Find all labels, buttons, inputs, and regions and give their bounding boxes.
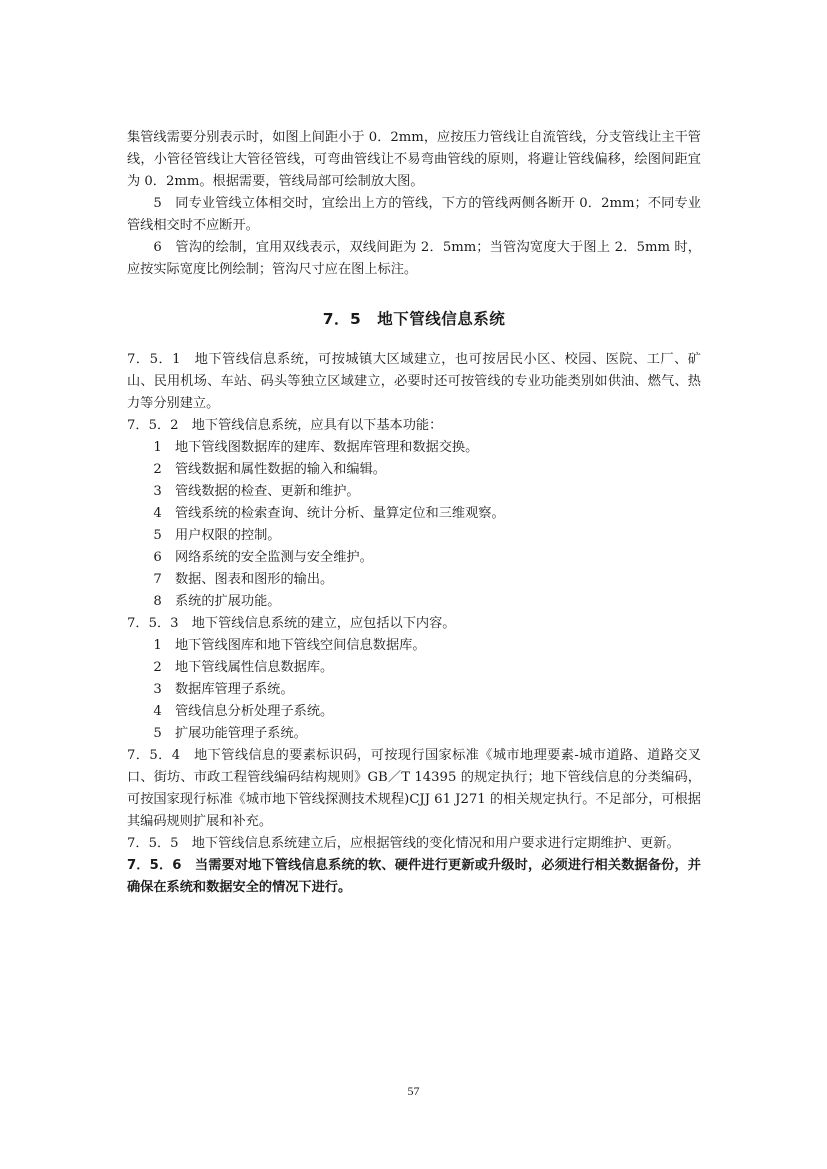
section-title: 7．5 地下管线信息系统: [322, 310, 506, 328]
list-item: 1 地下管线图数据库的建库、数据库管理和数据交换。: [153, 440, 479, 455]
list-item: 3 管线数据的检查、更新和维护。: [153, 484, 360, 499]
clause-7-5-1: 7．5．1 地下管线信息系统，可按城镇大区域建立，也可按居民小区、校园、医院、工厂、矿山、民用机场、车站、码头等独立区域建立，必要时还可按管线的专业功能类别如供油、燃气、热力等分别建立。: [127, 352, 701, 411]
list-item: 1 地下管线图库和地下管线空间信息数据库。: [153, 638, 426, 653]
list-item: 6 网络系统的安全监测与安全维护。: [153, 550, 373, 565]
clause-7-5-2: 7．5．2 地下管线信息系统，应具有以下基本功能：: [127, 418, 443, 433]
list-item: 5 扩展功能管理子系统。: [153, 726, 307, 741]
list-item: 2 地下管线属性信息数据库。: [153, 660, 334, 675]
list-item: 4 管线系统的检索查询、统计分析、量算定位和三维观察。: [153, 506, 505, 521]
clause-7-5-4: 7．5．4 地下管线信息的要素标识码，可按现行国家标准《城市地理要素-城市道路、道路交叉口、街坊、市政工程管线编码结构规则》GB／T 14395 的规定执行；地下管线信息的分类编码，可按国家现行标准《城市地下管线探测技术规程)CJJ 61 J271 的相关规定执行。不足部分，可根据其编码规则扩展和补充。: [127, 748, 701, 829]
list-item: 3 数据库管理子系统。: [153, 682, 294, 697]
paragraph-item-5: 5 同专业管线立体相交时，宜绘出上方的管线，下方的管线两侧各断开 0．2mm；不同专业管线相交时不应断开。: [127, 196, 701, 233]
list-item: 2 管线数据和属性数据的输入和编辑。: [153, 462, 386, 477]
list-item: 7 数据、图表和图形的输出。: [153, 572, 334, 587]
clause-7-5-6: 7．5．6 当需要对地下管线信息系统的软、硬件进行更新或升级时，必须进行相关数据备份，并确保在系统和数据安全的情况下进行。: [127, 858, 701, 895]
list-item: 5 用户权限的控制。: [153, 528, 281, 543]
paragraph-item-6: 6 管沟的绘制，宜用双线表示，双线间距为 2．5mm；当管沟宽度大于图上 2．5mm 时，应按实际宽度比例绘制；管沟尺寸应在图上标注。: [127, 240, 701, 277]
clause-7-5-5: 7．5．5 地下管线信息系统建立后，应根据管线的变化情况和用户要求进行定期维护、更新。: [127, 836, 680, 851]
clause-7-5-3: 7．5．3 地下管线信息系统的建立，应包括以下内容。: [127, 616, 456, 631]
list-item: 4 管线信息分析处理子系统。: [153, 704, 334, 719]
paragraph-intro-continued: 集管线需要分别表示时，如图上间距小于 0．2mm，应按压力管线让自流管线，分支管线让主干管线，小管径管线让大管径管线，可弯曲管线让不易弯曲管线的原则，将避让管线偏移，绘图间距宜为 0．2mm。根据需要，管线局部可绘制放大图。: [127, 130, 701, 189]
page-body: [127, 127, 701, 899]
page-number: 57: [407, 1084, 420, 1098]
list-item: 8 系统的扩展功能。: [153, 594, 281, 609]
